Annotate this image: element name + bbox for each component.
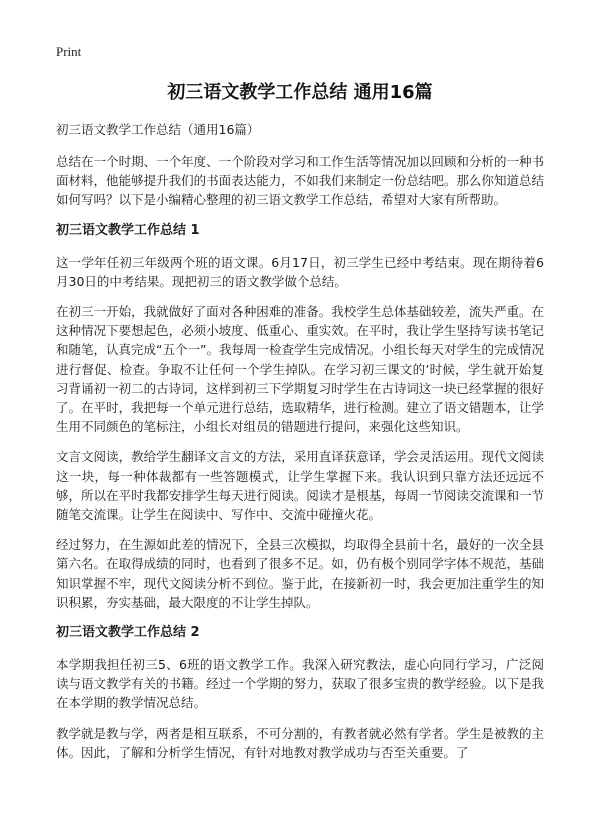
paragraph: 教学就是教与学，两者是相互联系，不可分割的，有教者就必然有学者。学生是被教的主体。因此，了解和分析学生情况，有针对地教对教学成功与否至关重要。了 xyxy=(56,725,544,760)
section-heading-2: 初三语文教学工作总结 2 xyxy=(56,625,200,641)
article-body xyxy=(56,120,544,773)
page-title: 初三语文教学工作总结 通用16篇 xyxy=(167,82,433,103)
section-heading-1: 初三语文教学工作总结 1 xyxy=(56,222,200,238)
article-subtitle: 初三语文教学工作总结（通用16篇） xyxy=(56,122,260,137)
paragraph: 文言文阅读，教给学生翻译文言文的方法，采用直译获意译，学会灵活运用。现代文阅读这一块，每一种体裁都有一些答题模式，让学生掌握下来。我认识到只靠方法还远远不够，所以在平时我都安排学生每天进行阅读。阅读才是根基，每周一节阅读交流课和一节随笔交流课。让学生在阅读中、写作中、交流中碰撞火花。 xyxy=(56,449,544,523)
print-link[interactable]: Print xyxy=(56,44,82,59)
paragraph: 本学期我担任初三5、6班的语文教学工作。我深入研究教法，虚心向同行学习，广泛阅读与语文教学有关的书籍。经过一个学期的努力，获取了很多宝贵的教学经验。以下是我在本学期的教学情况总结。 xyxy=(56,657,544,711)
paragraph: 经过努力，在生源如此差的情况下，全县三次模拟，均取得全县前十名，最好的一次全县第六名。在取得成绩的同时，也看到了很多不足。如，仍有极个别同学字体不规范，基础知识掌握不牢，现代文阅读分析不到位。鉴于此，在接新初一时，我会更加注重学生的知识积累，夯实基础，最大限度的不让学生掉队。 xyxy=(56,537,544,610)
paragraph: 这一学年任初三年级两个班的语文课。6月17日，初三学生已经中考结束。现在期待着6月30日的中考结果。现把初三的语文教学做个总结。 xyxy=(56,254,544,289)
intro-paragraph: 总结在一个时期、一个年度、一个阶段对学习和工作生活等情况加以回顾和分析的一种书面材料，他能够提升我们的书面表达能力，不如我们来制定一份总结吧。那么你知道总结如何写吗？以下是小编精心整理的初三语文教学工作总结，希望对大家有所帮助。 xyxy=(56,154,544,208)
paragraph: 在初三一开始，我就做好了面对各种困难的准备。我校学生总体基础较差，流失严重。在这种情况下要想起色，必须小坡度、低重心、重实效。在平时，我让学生坚持写读书笔记和随笔，认真完成“五个一”。我每周一检查学生完成情况。小组长每天对学生的完成情况进行督促、检查。争取不让任何一个学生掉队。在学习初三课文的’时候，学生就开始复习背诵初一初二的古诗词，这样到初三下学期复习时学生在古诗词这一块已经掌握的很好了。在平时，我把每一个单元进行总结，选取精华，进行检测。建立了语文错题本，让学生用不同颜色的笔标注，小组长对组员的错题进行提问，来强化这些知识。 xyxy=(56,304,544,435)
